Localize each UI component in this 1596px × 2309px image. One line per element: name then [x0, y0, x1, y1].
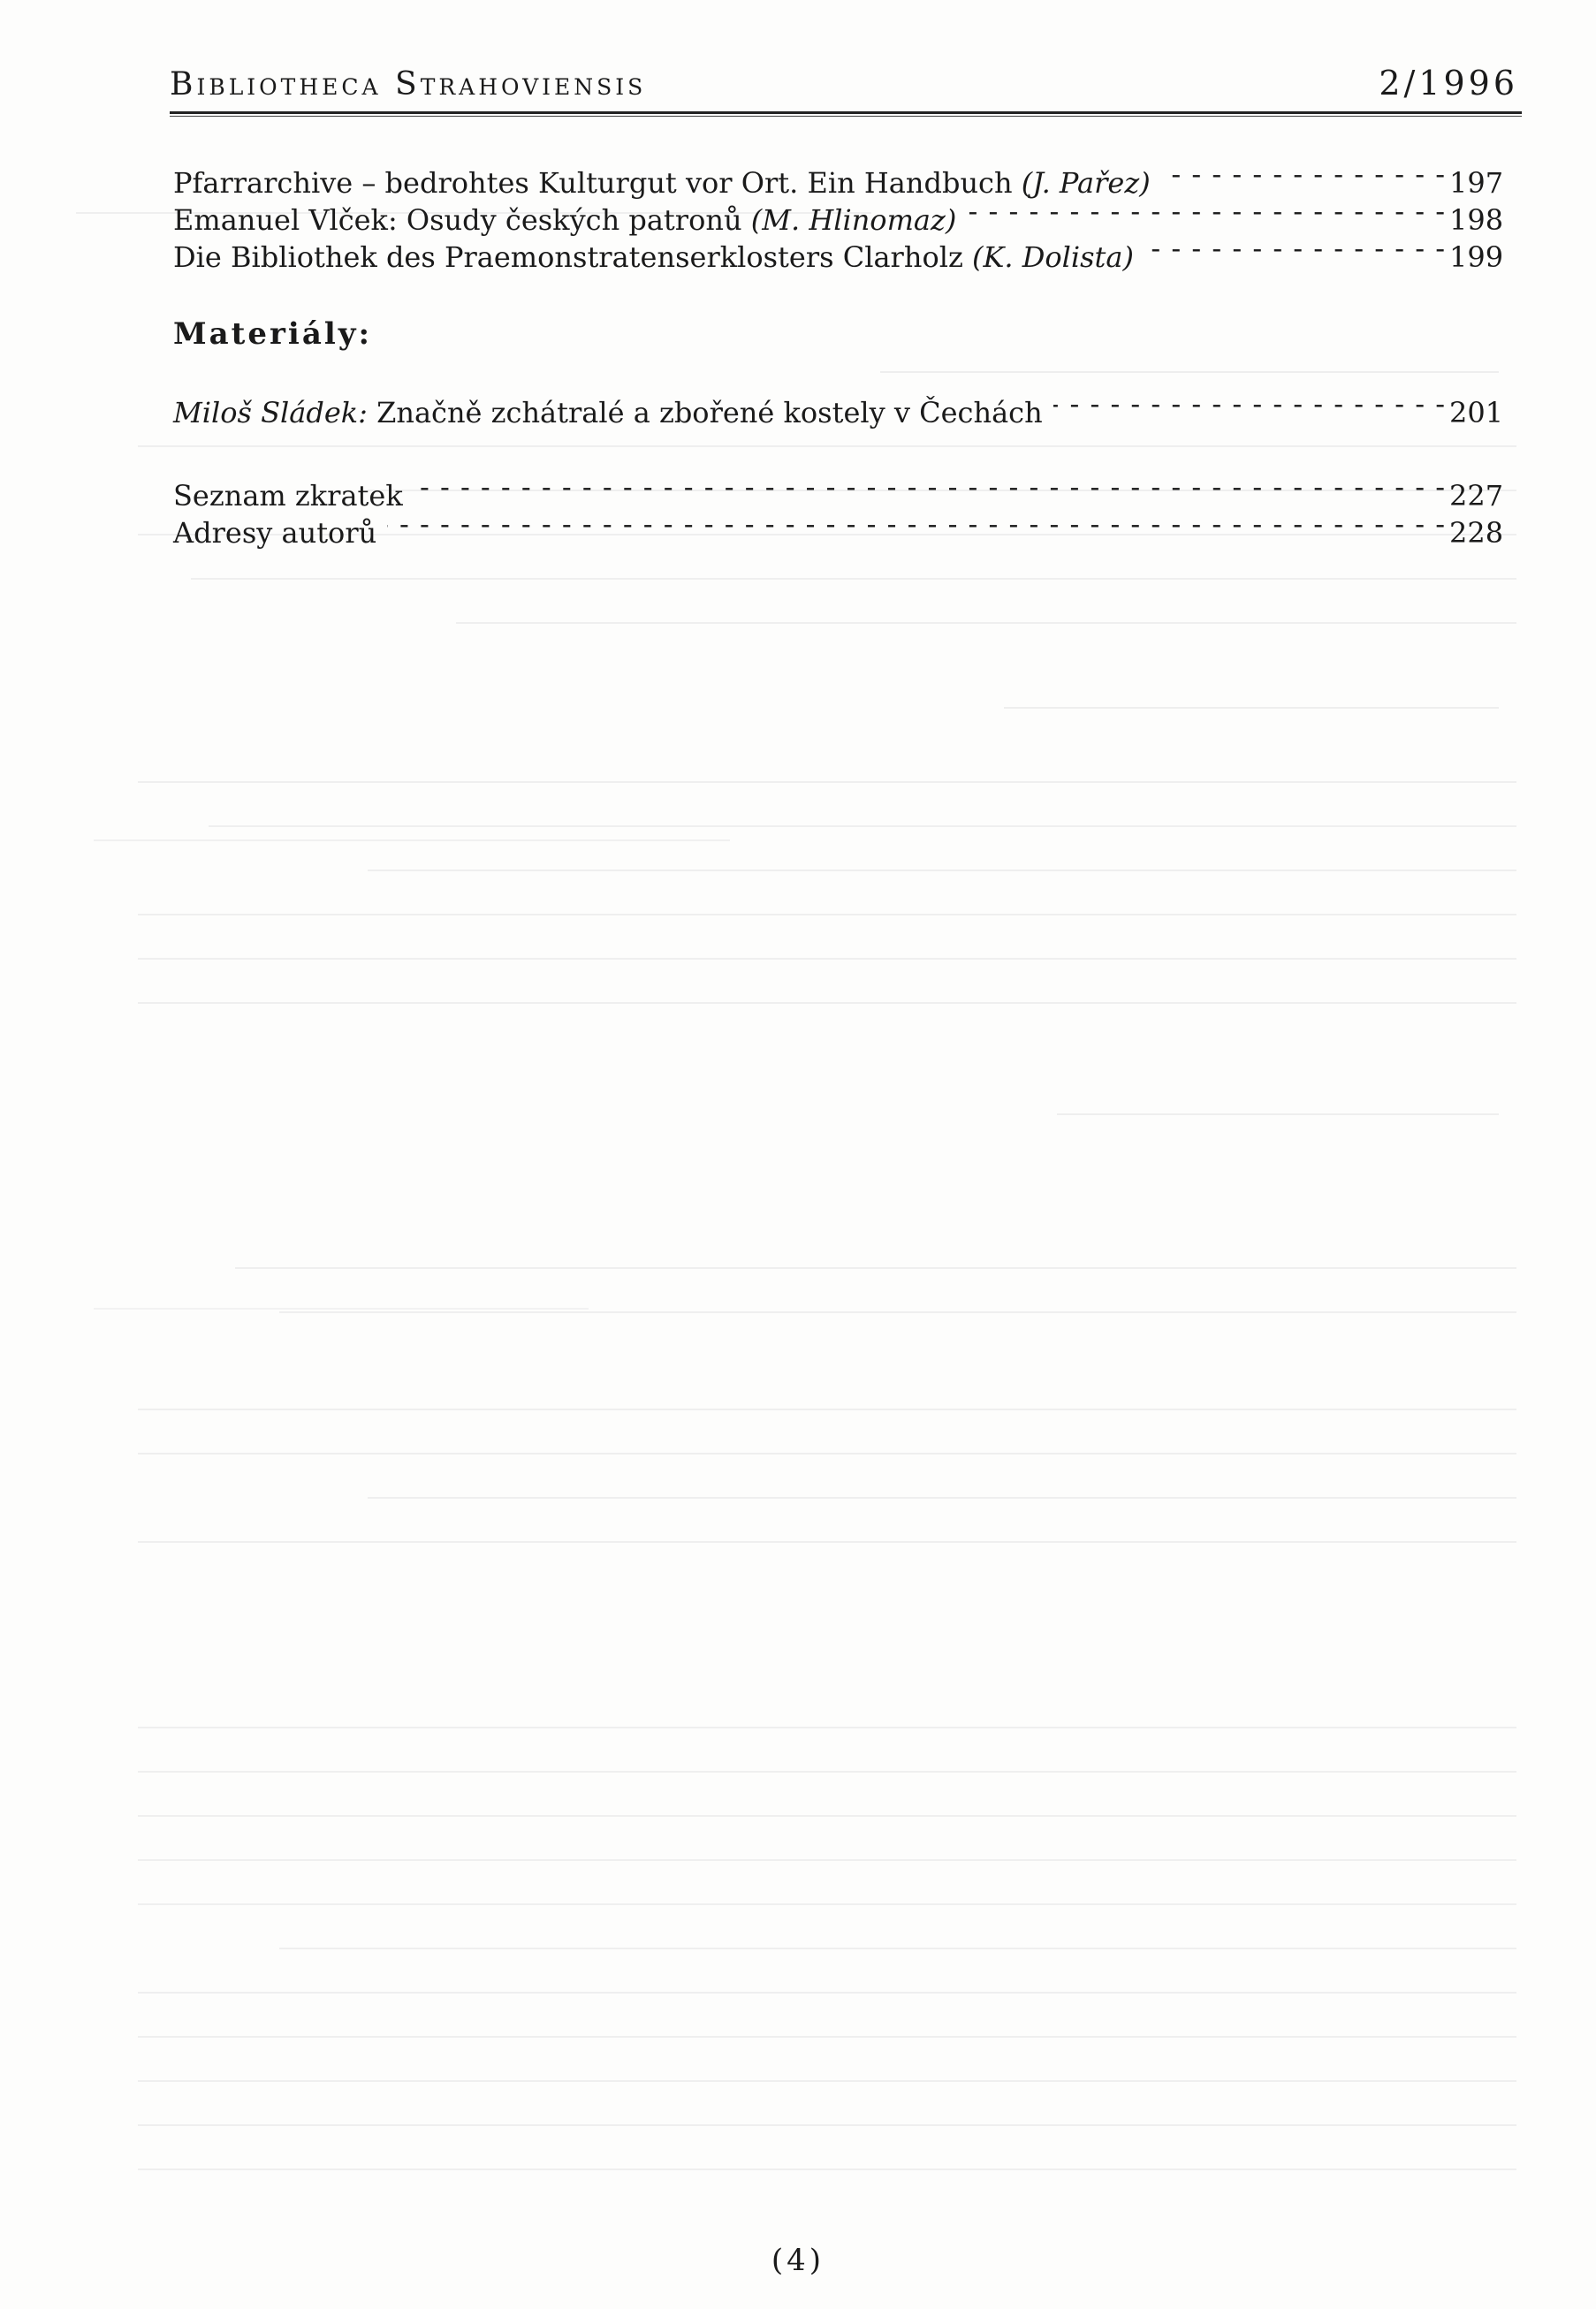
entry-author: (J. Pařez) [1021, 166, 1151, 200]
dot-leader [1053, 385, 1446, 422]
entry-page: 227 [1449, 479, 1504, 513]
toc-entry [173, 468, 1504, 513]
entry-author: Miloš Sládek: [173, 396, 368, 429]
entry-author: (K. Dolista) [971, 240, 1134, 274]
running-header [170, 60, 1518, 110]
toc-reviews-continued [173, 156, 1504, 274]
toc-entry [173, 193, 1504, 237]
entry-title: Značně zchátralé a zbořené kostely v Čechách [376, 396, 1043, 429]
header-rule-thin [170, 116, 1522, 117]
entry-title: Adresy autorů [173, 516, 377, 550]
toc-entry [173, 156, 1504, 200]
journal-title: Bibliotheca Strahoviensis [170, 66, 647, 103]
entry-page: 228 [1449, 516, 1504, 550]
toc-end-matter [173, 468, 1504, 550]
entry-page: 198 [1449, 203, 1504, 237]
toc-entry [173, 505, 1504, 550]
entry-title: Seznam zkratek [173, 479, 403, 513]
entry-title: Emanuel Vlček: Osudy českých patronů [173, 203, 742, 237]
dot-leader [414, 468, 1446, 505]
entry-title: Pfarrarchive – bedrohtes Kulturgut vor Ort. Ein Handbuch [173, 166, 1013, 200]
issue-number: 2/1996 [1379, 64, 1518, 103]
toc-entry [173, 385, 1504, 429]
entry-page: 201 [1449, 396, 1504, 429]
dot-leader [967, 193, 1446, 230]
toc-entry [173, 230, 1504, 274]
dot-leader [387, 505, 1446, 543]
page-number: (4) [771, 2243, 825, 2278]
entry-page: 199 [1449, 240, 1504, 274]
entry-author: (M. Hlinomaz) [750, 203, 957, 237]
entry-title: Die Bibliothek des Praemonstratenserklosters Clarholz [173, 240, 963, 274]
section-heading-materials: Materiály: [173, 316, 373, 352]
entry-page: 197 [1449, 166, 1504, 200]
dot-leader [1144, 230, 1446, 267]
dot-leader [1161, 156, 1446, 193]
header-rule [170, 111, 1522, 114]
toc-materials [173, 385, 1504, 429]
